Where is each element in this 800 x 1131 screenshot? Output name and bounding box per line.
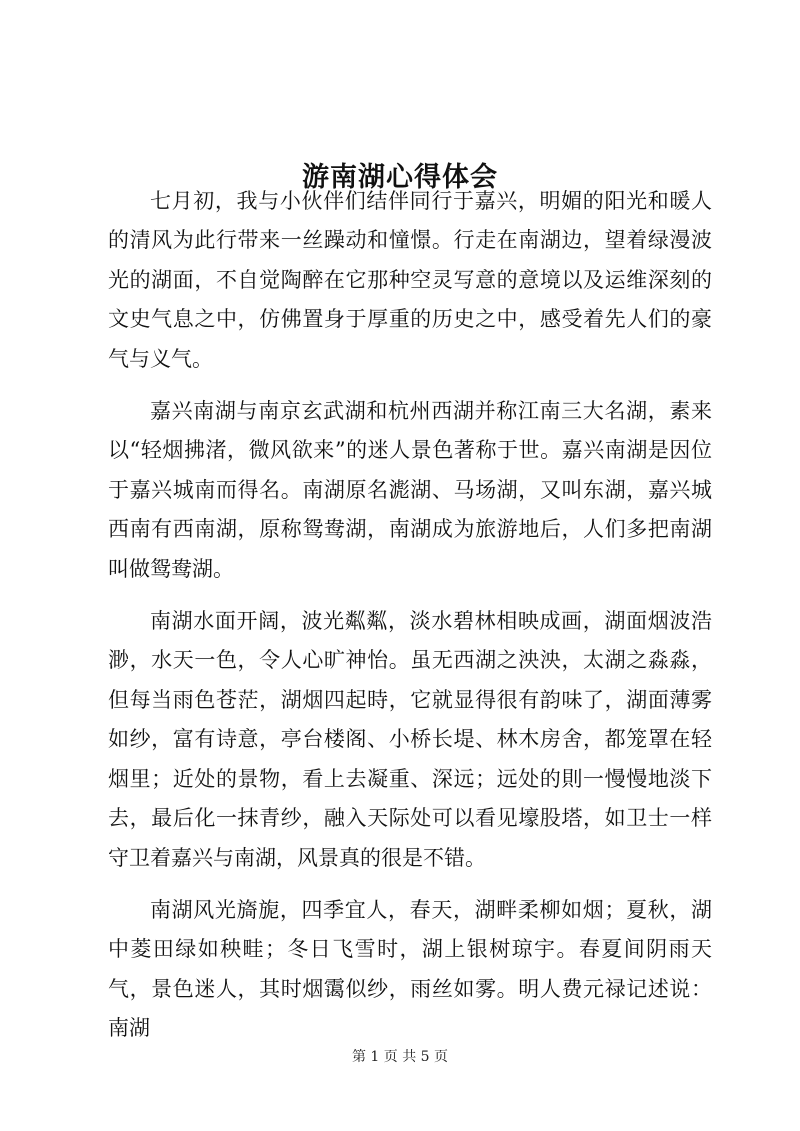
page-footer: 第 1 页 共 5 页 [351, 1049, 449, 1065]
document-body [108, 182, 712, 1062]
paragraph-1: 七月初，我与小伙伴们结伴同行于嘉兴，明媚的阳光和暖人的清风为此行带来一丝躁动和憧憬。行走在南湖边，望着绿漫波光的湖面，不自觉陶醉在它那种空灵写意的意境以及运维深刻的文史气息之中，仿佛置身于厚重的历史之中，感受着先人们的豪气与义气。 [108, 189, 712, 371]
page-title: 游南湖心得体会 [302, 162, 498, 194]
paragraph-2: 嘉兴南湖与南京玄武湖和杭州西湖并称江南三大名湖，素来以“轻烟拂渚，微风欲来”的迷人景色著称于世。嘉兴南湖是因位于嘉兴城南而得名。南湖原名滮湖、马场湖，又叫东湖，嘉兴城西南有西南湖，原称鸳鸯湖，南湖成为旅游地后，人们多把南湖叫做鸳鸯湖。 [108, 399, 712, 581]
paragraph-3: 南湖水面开阔，波光粼粼，淡水碧林相映成画，湖面烟波浩渺，水天一色，令人心旷神怡。虽无西湖之泱泱，太湖之淼淼，但每当雨色苍茫，湖烟四起時，它就显得很有韵味了，湖面薄雾如纱，富有诗意，亭台楼阁、小桥长堤、林木房舍，都笼罩在轻烟里；近处的景物，看上去凝重、深远；远处的則一慢慢地淡下去，最后化一抹青纱，融入天际处可以看见壕股塔，如卫士一样守卫着嘉兴与南湖，风景真的很是不错。 [108, 609, 712, 870]
paragraph-4: 南湖风光旖旎，四季宜人，春天，湖畔柔柳如烟；夏秋，湖中菱田绿如秧畦；冬日飞雪时，湖上银树琼宇。春夏间阴雨天气，景色迷人，其时烟霭似纱，雨丝如雾。明人费元禄记述说：南湖 [108, 897, 712, 1041]
